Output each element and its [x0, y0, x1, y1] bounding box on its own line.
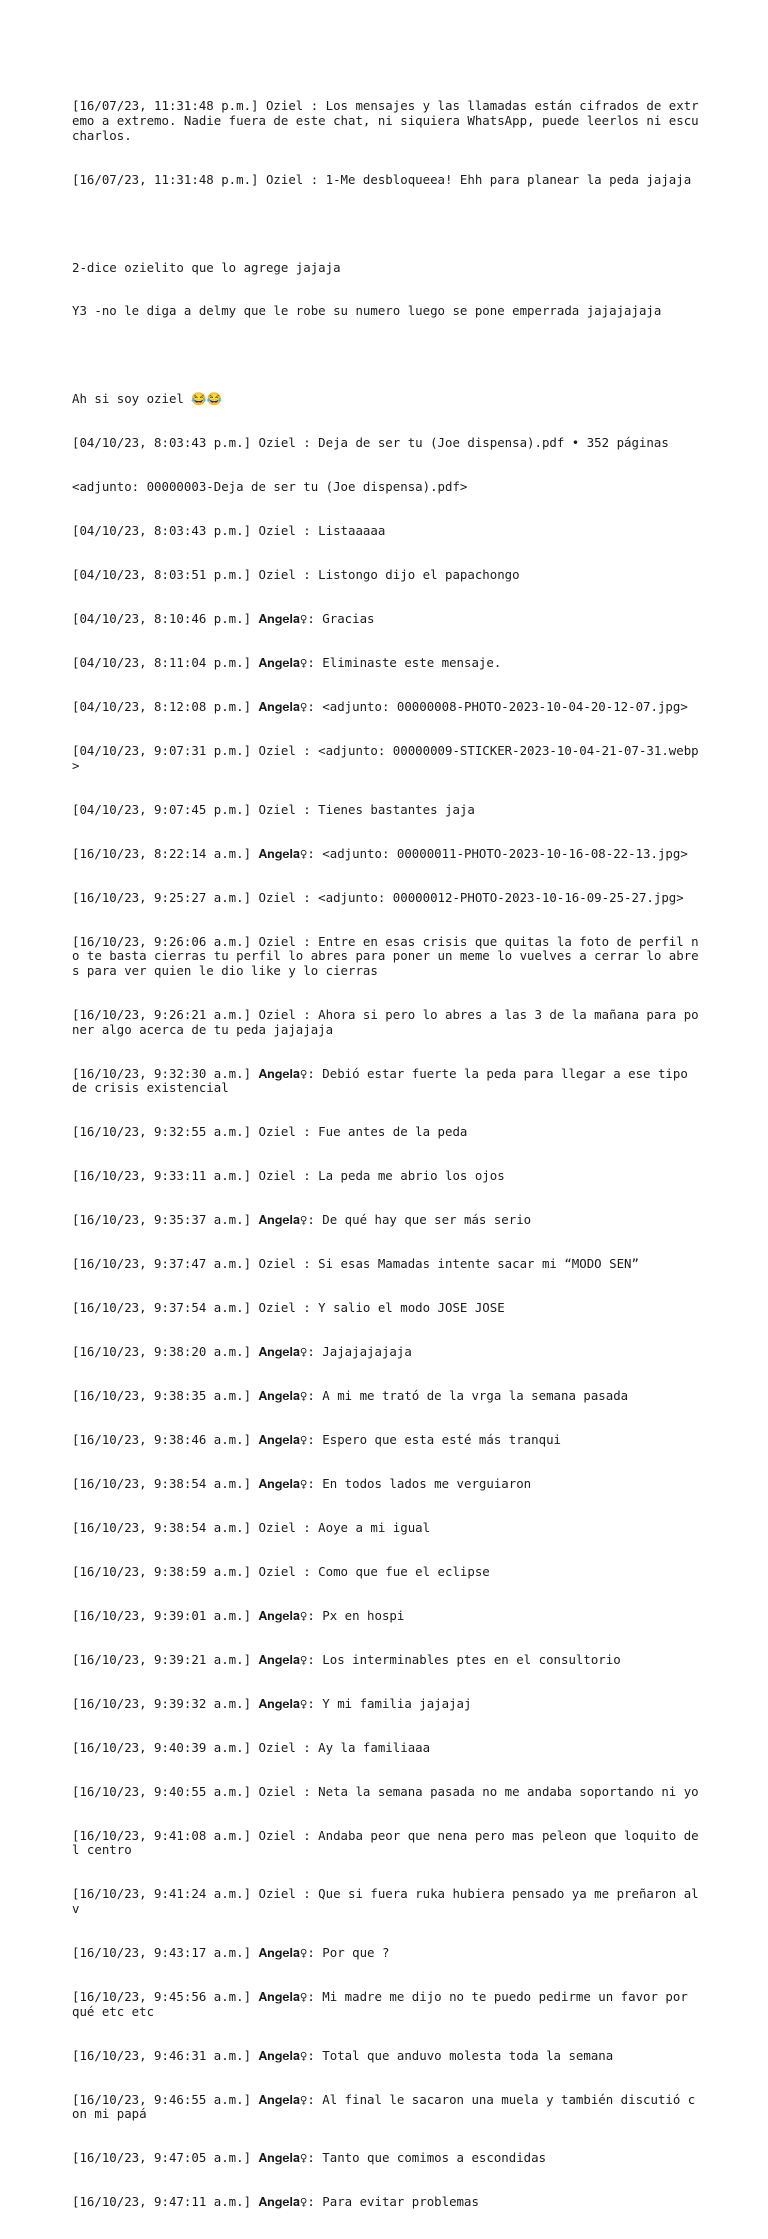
- log-line: [04/10/23, 8:03:51 p.m.] Oziel : Listongo dijo el papachongo: [72, 567, 520, 583]
- log-line: [16/10/23, 9:38:54 a.m.] Oziel : Aoye a mi igual: [72, 1519, 431, 1535]
- log-line: [16/10/23, 9:46:31 a.m.] 𝐀𝐧𝐠𝐞𝐥𝐚♀: Total que anduvo molesta toda la semana: [72, 2047, 614, 2063]
- blank-line: [72, 217, 702, 232]
- log-line: [04/10/23, 9:07:31 p.m.] Oziel : <adjunto: 00000009-STICKER-2023-10-04-21-07-31.webp>: [72, 743, 699, 773]
- log-line: Ah si soy oziel 😂😂: [72, 391, 223, 407]
- log-line: [04/10/23, 8:10:46 p.m.] 𝐀𝐧𝐠𝐞𝐥𝐚♀: Gracias: [72, 611, 375, 627]
- log-line: [16/10/23, 9:38:20 a.m.] 𝐀𝐧𝐠𝐞𝐥𝐚♀: Jajajajajaja: [72, 1344, 412, 1360]
- log-line: [16/10/23, 9:41:24 a.m.] Oziel : Que si fuera ruka hubiera pensado ya me preñaron alv: [72, 1886, 699, 1916]
- log-line: [16/07/23, 11:31:48 p.m.] Oziel : Los mensajes y las llamadas están cifrados de extremo a extremo. Nadie fuera de este chat, ni siquiera WhatsApp, puede leerlos ni escucharlos.: [72, 98, 699, 143]
- log-line: [16/10/23, 9:26:06 a.m.] Oziel : Entre en esas crisis que quitas la foto de perfil no te basta cierras tu perfil lo abres para poner un meme lo vuelves a cerrar lo abres para ver quien le dio like y lo cierras: [72, 933, 699, 978]
- log-line: Y3 -no le diga a delmy que le robe su numero luego se pone emperrada jajajajaja: [72, 303, 662, 319]
- log-line: [16/10/23, 9:39:32 a.m.] 𝐀𝐧𝐠𝐞𝐥𝐚♀: Y mi familia jajajaj: [72, 1695, 472, 1711]
- log-line: [16/10/23, 9:26:21 a.m.] Oziel : Ahora si pero lo abres a las 3 de la mañana para poner algo acerca de tu peda jajajaja: [72, 1006, 699, 1037]
- log-line: [16/10/23, 9:38:46 a.m.] 𝐀𝐧𝐠𝐞𝐥𝐚♀: Espero que esta esté más tranqui: [72, 1432, 561, 1447]
- log-line: [16/10/23, 9:38:54 a.m.] 𝐀𝐧𝐠𝐞𝐥𝐚♀: En todos lados me verguiaron: [72, 1475, 532, 1491]
- log-line: [16/10/23, 9:39:01 a.m.] 𝐀𝐧𝐠𝐞𝐥𝐚♀: Px en hospi: [72, 1607, 405, 1623]
- log-line: [16/07/23, 11:31:48 p.m.] Oziel : 1-Me desbloqueea! Ehh para planear la peda jajaja: [72, 171, 692, 187]
- log-line: [16/10/23, 9:39:21 a.m.] 𝐀𝐧𝐠𝐞𝐥𝐚♀: Los interminables ptes en el consultorio: [72, 1651, 621, 1667]
- log-line: [16/10/23, 9:46:55 a.m.] 𝐀𝐧𝐠𝐞𝐥𝐚♀: Al final le sacaron una muela y también discutió con mi papá: [72, 2091, 696, 2122]
- log-line: [16/10/23, 9:47:11 a.m.] 𝐀𝐧𝐠𝐞𝐥𝐚♀: Para evitar problemas: [72, 2194, 479, 2210]
- log-line: [04/10/23, 8:12:08 p.m.] 𝐀𝐧𝐠𝐞𝐥𝐚♀: <adjunto: 00000008-PHOTO-2023-10-04-20-12-07.jpg>: [72, 699, 688, 715]
- log-line: [16/10/23, 9:40:39 a.m.] Oziel : Ay la familiaaa: [72, 1739, 431, 1755]
- log-line: [16/10/23, 9:25:27 a.m.] Oziel : <adjunto: 00000012-PHOTO-2023-10-16-09-25-27.jpg>: [72, 889, 684, 905]
- log-line: [16/10/23, 9:37:47 a.m.] Oziel : Si esas Mamadas intente sacar mi “MODO SEN”: [72, 1256, 639, 1272]
- log-line: [16/10/23, 9:41:08 a.m.] Oziel : Andaba peor que nena pero mas peleon que loquito del centro: [72, 1827, 699, 1858]
- log-line: [16/10/23, 9:43:17 a.m.] 𝐀𝐧𝐠𝐞𝐥𝐚♀: Por que ?: [72, 1944, 390, 1960]
- log-line: [04/10/23, 8:11:04 p.m.] 𝐀𝐧𝐠𝐞𝐥𝐚♀: Eliminaste este mensaje.: [72, 655, 502, 671]
- log-line: [16/10/23, 9:38:35 a.m.] 𝐀𝐧𝐠𝐞𝐥𝐚♀: A mi me trató de la vrga la semana pasada: [72, 1388, 629, 1404]
- log-line: [04/10/23, 8:03:43 p.m.] Oziel : Listaaaaa: [72, 523, 386, 539]
- log-line: 2-dice ozielito que lo agrege jajaja: [72, 259, 341, 275]
- blank-line: [72, 348, 702, 363]
- log-line: [04/10/23, 8:03:43 p.m.] Oziel : Deja de ser tu (Joe dispensa).pdf • 352 páginas: [72, 435, 669, 451]
- log-line: [16/10/23, 9:32:55 a.m.] Oziel : Fue antes de la peda: [72, 1124, 468, 1140]
- log-line: [16/10/23, 9:47:05 a.m.] 𝐀𝐧𝐠𝐞𝐥𝐚♀: Tanto que comimos a escondidas: [72, 2150, 547, 2166]
- log-line: [16/10/23, 9:32:30 a.m.] 𝐀𝐧𝐠𝐞𝐥𝐚♀: Debió estar fuerte la peda para llegar a ese tipo de crisis existencial: [72, 1065, 696, 1096]
- log-line: [16/10/23, 9:45:56 a.m.] 𝐀𝐧𝐠𝐞𝐥𝐚♀: Mi madre me dijo no te puedo pedirme un favor por qué etc etc: [72, 1988, 696, 2019]
- chat-log-text: [72, 70, 702, 2239]
- log-line: <adjunto: 00000003-Deja de ser tu (Joe dispensa).pdf>: [72, 479, 468, 495]
- log-line: [16/10/23, 9:37:54 a.m.] Oziel : Y salio el modo JOSE JOSE: [72, 1300, 505, 1316]
- log-line: [16/10/23, 9:40:55 a.m.] Oziel : Neta la semana pasada no me andaba soportando ni yo: [72, 1783, 699, 1799]
- log-line: [16/10/23, 9:38:59 a.m.] Oziel : Como que fue el eclipse: [72, 1563, 490, 1579]
- log-line: [16/10/23, 8:22:14 a.m.] 𝐀𝐧𝐠𝐞𝐥𝐚♀: <adjunto: 00000011-PHOTO-2023-10-16-08-22-13.jpg>: [72, 845, 688, 861]
- log-line: [16/10/23, 9:35:37 a.m.] 𝐀𝐧𝐠𝐞𝐥𝐚♀: De qué hay que ser más serio: [72, 1212, 532, 1228]
- log-line: [16/10/23, 9:33:11 a.m.] Oziel : La peda me abrio los ojos: [72, 1168, 505, 1184]
- log-line: [04/10/23, 9:07:45 p.m.] Oziel : Tienes bastantes jaja: [72, 801, 475, 817]
